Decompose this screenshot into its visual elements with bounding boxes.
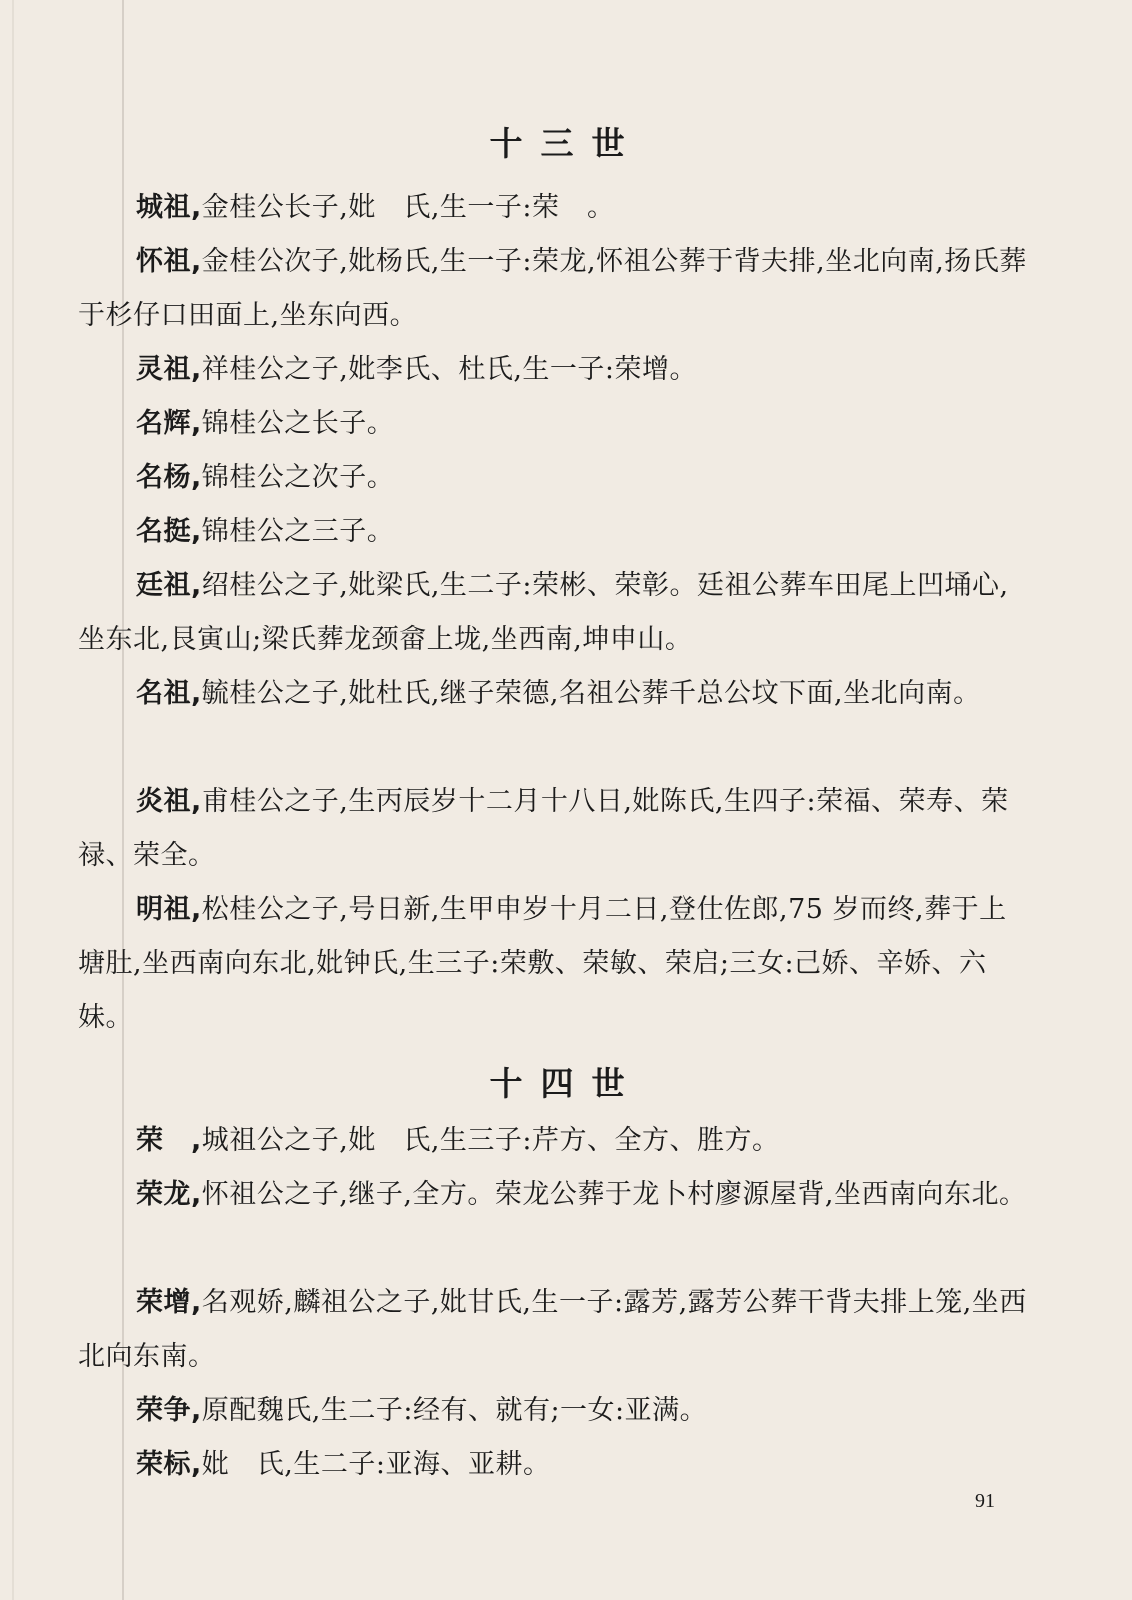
entry-text: 锦桂公之长子。	[201, 408, 395, 439]
entry-name: 荣增,	[136, 1287, 202, 1318]
entry-text: 祥桂公之子,妣李氏、杜氏,生一子:荣增。	[201, 354, 698, 385]
entry-text: 松桂公之子,号日新,生甲申岁十月二日,登仕佐郎,75 岁而终,葬于上塘肚,坐西南向东北,妣钟氏,生三子:荣敷、荣敏、荣启;三女:己娇、辛娇、六妹。	[78, 894, 1007, 1033]
heading-generation-13: 十三世	[489, 124, 643, 163]
entry-chengzu	[78, 181, 1028, 235]
entry-text: 城祖公之子,妣 氏,生三子:芹方、全方、胜方。	[201, 1125, 780, 1156]
entry-name: 廷祖,	[136, 570, 202, 601]
entry-text: 锦桂公之三子。	[201, 516, 395, 547]
entry-text: 金桂公长子,妣 氏,生一子:荣 。	[201, 192, 615, 223]
entry-name: 荣争,	[136, 1395, 202, 1426]
entry-rongzeng	[78, 1276, 1028, 1384]
entry-text: 锦桂公之次子。	[201, 462, 395, 493]
entry-text: 妣 氏,生二子:亚海、亚耕。	[201, 1449, 551, 1480]
entry-name: 名挺,	[136, 516, 202, 547]
entry-text: 原配魏氏,生二子:经有、就有;一女:亚满。	[201, 1395, 708, 1426]
entry-lingzu	[78, 343, 1028, 397]
entry-mingzu-song	[78, 883, 1028, 1045]
page-number: 91	[975, 1490, 995, 1512]
page-edge-line	[12, 0, 14, 1600]
heading-generation-14: 十四世	[489, 1064, 643, 1103]
entry-name: 荣龙,	[136, 1179, 202, 1210]
entry-mingting	[78, 505, 1028, 559]
entry-name: 怀祖,	[136, 246, 202, 277]
entry-mingzu	[78, 667, 1028, 721]
entry-name: 城祖,	[136, 192, 202, 223]
entry-minghui	[78, 397, 1028, 451]
entry-rongbiao	[78, 1438, 1028, 1492]
entry-name: 明祖,	[136, 894, 202, 925]
entry-text: 毓桂公之子,妣杜氏,继子荣德,名祖公葬千总公坟下面,坐北向南。	[201, 678, 981, 709]
entry-name: 名祖,	[136, 678, 202, 709]
entry-name: 名杨,	[136, 462, 202, 493]
entry-yanzu	[78, 775, 1028, 883]
entry-tingzu	[78, 559, 1028, 667]
entry-name: 灵祖,	[136, 354, 202, 385]
entry-huaizu	[78, 235, 1028, 343]
entry-mingyang	[78, 451, 1028, 505]
entry-name: 荣标,	[136, 1449, 202, 1480]
entry-rong	[78, 1114, 1028, 1168]
entry-rongzheng	[78, 1384, 1028, 1438]
entry-text: 怀祖公之子,继子,全方。荣龙公葬于龙卜村廖源屋背,坐西南向东北。	[201, 1179, 1027, 1210]
entry-text: 金桂公次子,妣杨氏,生一子:荣龙,怀祖公葬于背夫排,坐北向南,扬氏葬于杉仔口田面上,坐东向西。	[78, 246, 1027, 331]
entry-name: 荣 ,	[136, 1125, 202, 1156]
entry-name: 炎祖,	[136, 786, 202, 817]
entry-text: 绍桂公之子,妣梁氏,生二子:荣彬、荣彰。廷祖公葬车田尾上凹埇心,坐东北,艮寅山;梁氏葬龙颈畲上垅,坐西南,坤申山。	[78, 570, 1009, 655]
entry-ronglong	[78, 1168, 1028, 1222]
entry-name: 名辉,	[136, 408, 202, 439]
entry-text: 名观娇,麟祖公之子,妣甘氏,生一子:露芳,露芳公葬干背夫排上笼,坐西北向东南。	[78, 1287, 1027, 1372]
entry-text: 甫桂公之子,生丙辰岁十二月十八日,妣陈氏,生四子:荣福、荣寿、荣禄、荣全。	[78, 786, 1009, 871]
